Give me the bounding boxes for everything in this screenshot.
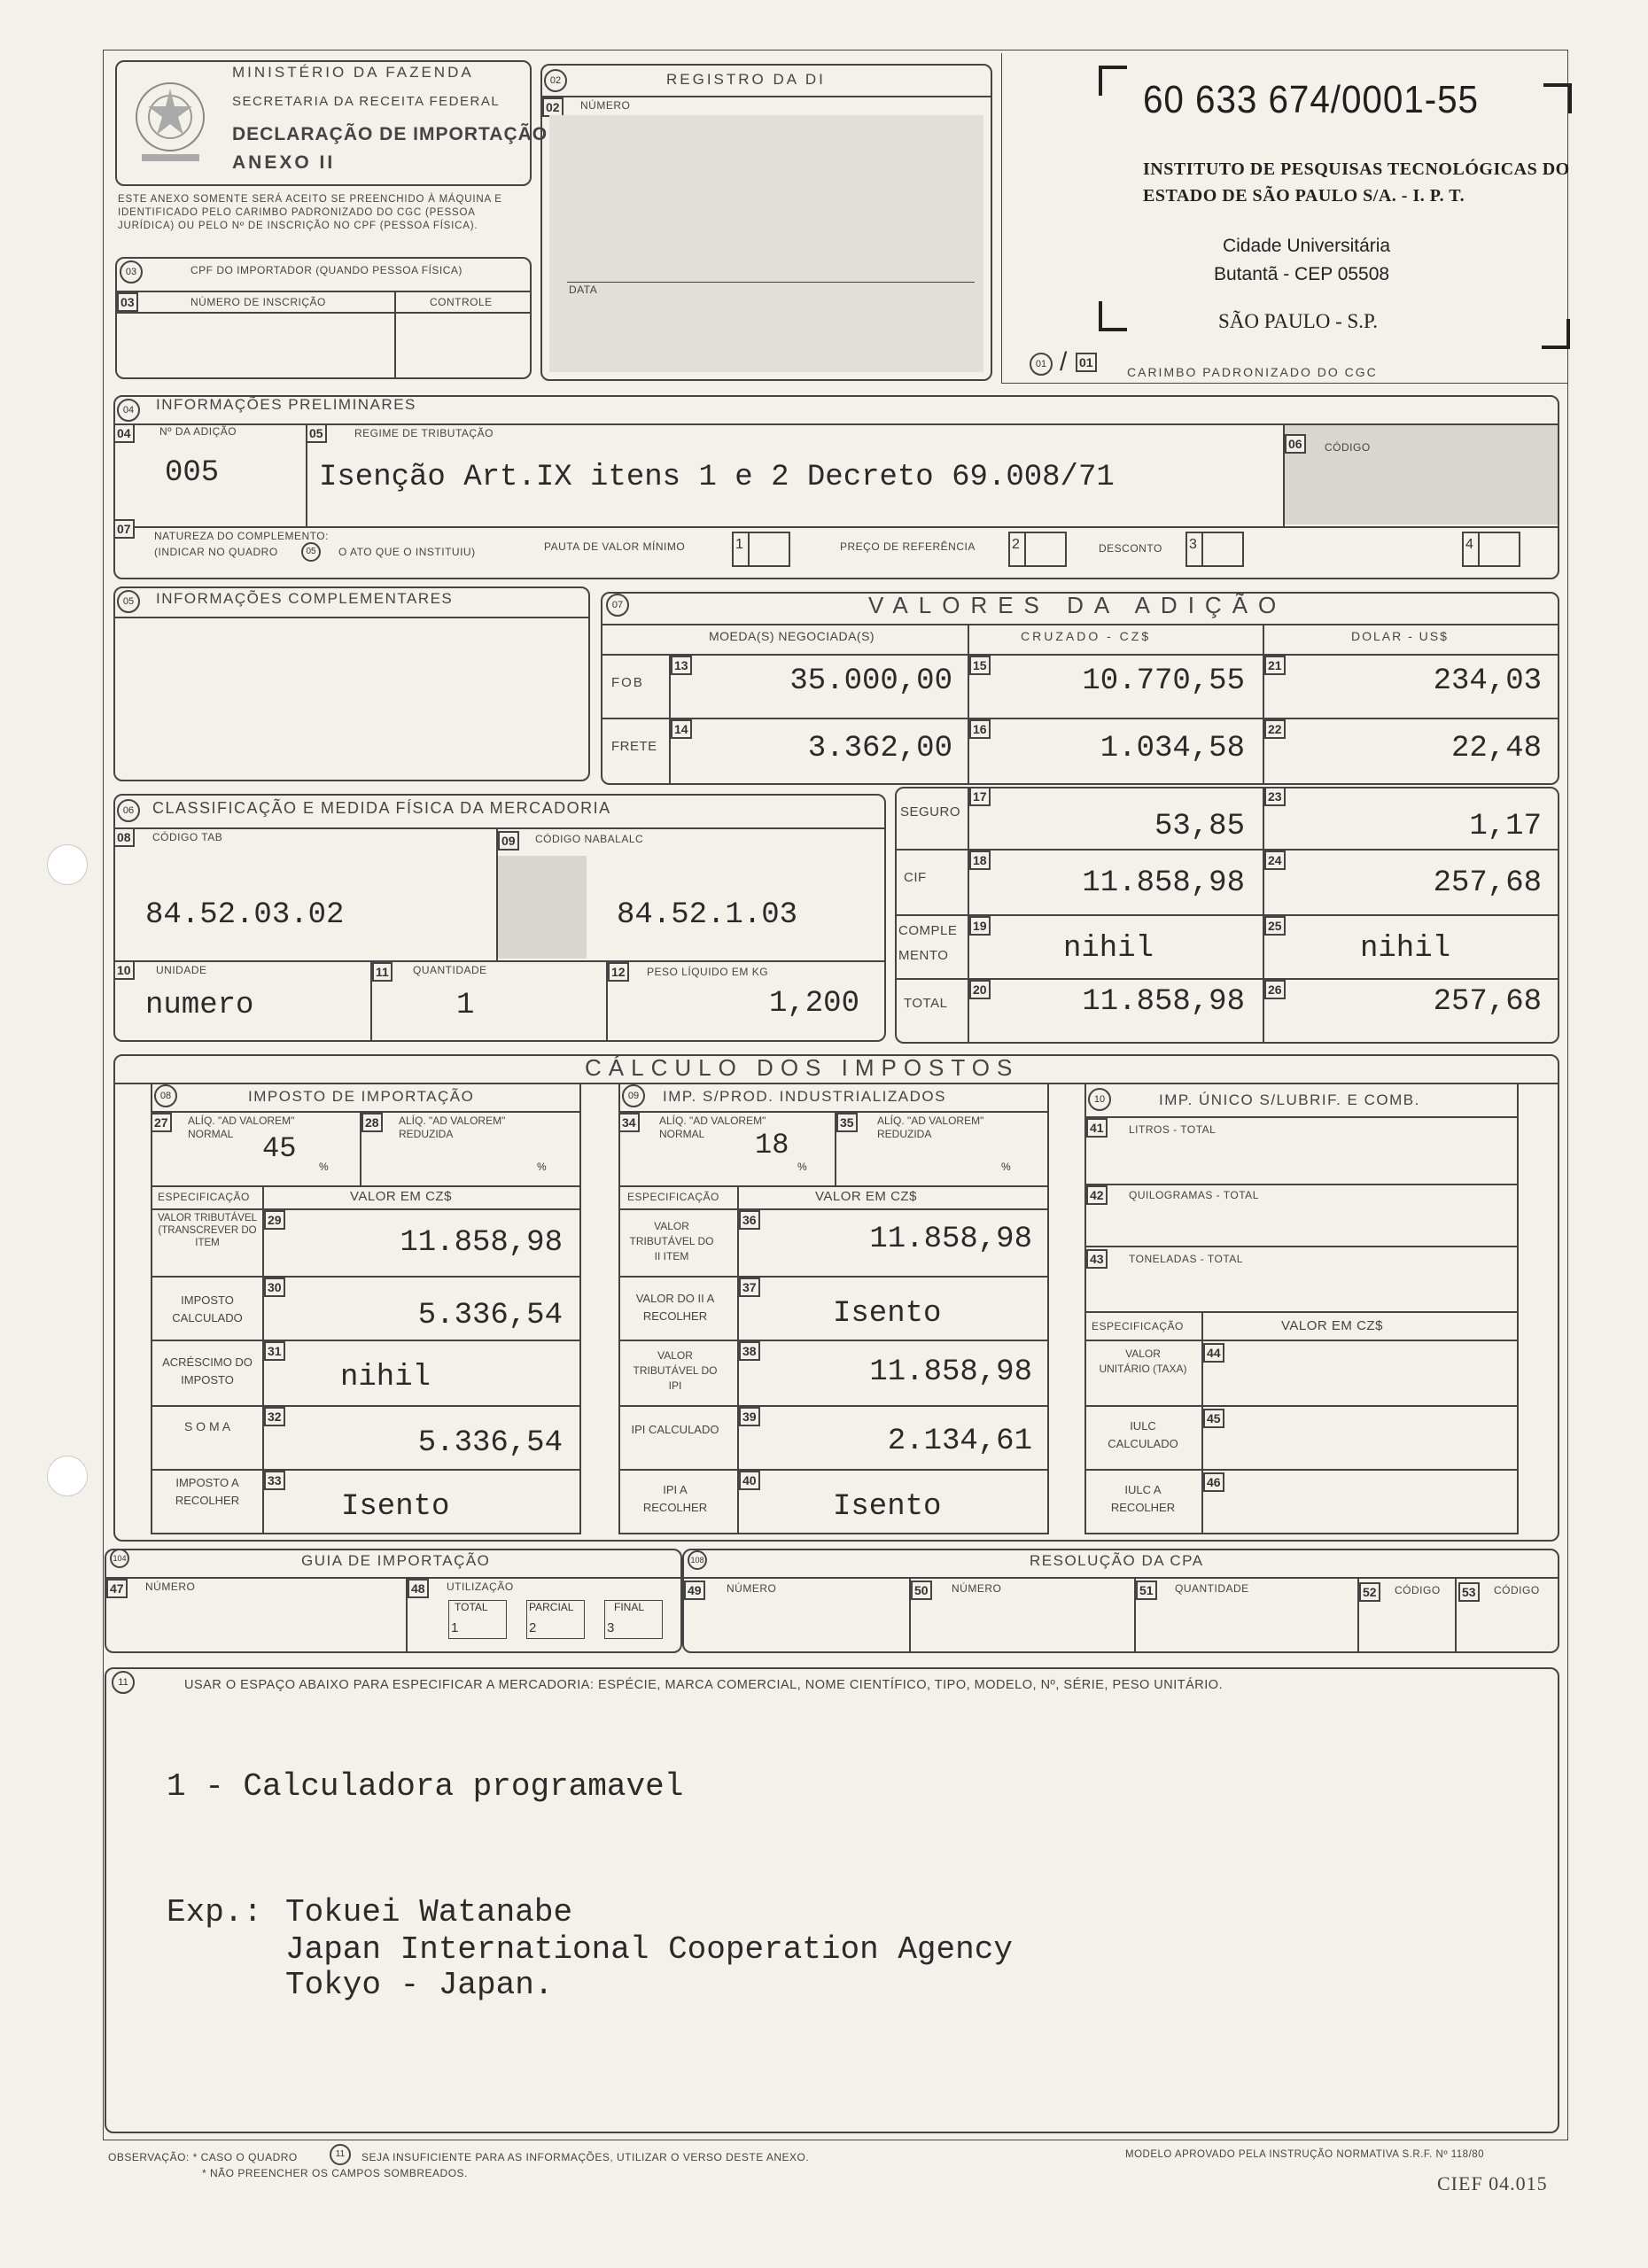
registro-numero-label: NÚMERO <box>580 99 631 112</box>
ipi-div-2 <box>618 1185 1049 1187</box>
ipi-percent-2: % <box>1001 1161 1011 1173</box>
field-53-num: 53 <box>1458 1582 1480 1602</box>
field-14-num: 14 <box>671 719 692 739</box>
field-28-num: 28 <box>361 1113 383 1132</box>
complementares-divider <box>113 617 590 618</box>
field-04-num: 04 <box>113 423 135 443</box>
col-dolar-label: DOLAR - US$ <box>1351 629 1449 643</box>
resolucao-col-4 <box>1455 1577 1457 1653</box>
quantidade-value: 1 <box>456 989 475 1022</box>
field-16-num: 16 <box>969 719 991 739</box>
field-51-num: 51 <box>1136 1581 1157 1600</box>
guia-parcial-box[interactable]: PARCIAL 2 <box>526 1600 585 1639</box>
field-01-circle: 01 <box>1030 353 1053 376</box>
field-40-num: 40 <box>739 1471 760 1490</box>
valores-col-b <box>968 624 969 785</box>
stamp-company-line1: INSTITUTO DE PESQUISAS TECNOLÓGICAS DO <box>1143 159 1570 179</box>
ii-div-5 <box>151 1340 581 1341</box>
field-03-num: 03 <box>117 292 138 312</box>
codigo-label: CÓDIGO <box>1325 441 1371 454</box>
iulc-div-4 <box>1084 1311 1519 1313</box>
natureza-hint: (INDICAR NO QUADRO <box>154 546 278 558</box>
ministry-line2: SECRETARIA DA RECEITA FEDERAL <box>232 94 501 109</box>
ii-div-3 <box>151 1208 581 1210</box>
peso-label: PESO LÍQUIDO EM KG <box>647 966 769 978</box>
registro-data-line <box>567 282 975 283</box>
ii-div-4 <box>151 1276 581 1278</box>
stamp-corner-tr <box>1543 83 1572 113</box>
valores-lower-div-3 <box>895 978 1559 980</box>
tab-value: 84.52.03.02 <box>145 898 345 932</box>
complementares-title: INFORMAÇÕES COMPLEMENTARES <box>156 590 454 607</box>
mercadoria-exp-line2: Japan International Cooperation Agency <box>285 1931 1013 1968</box>
form-code: CIEF 04.015 <box>1437 2172 1548 2194</box>
ipi-title: IMP. S/PROD. INDUSTRIALIZADOS <box>663 1088 946 1105</box>
guia-numero-label: NÚMERO <box>145 1581 196 1593</box>
registro-shaded-area <box>549 115 983 372</box>
field-24-num: 24 <box>1264 850 1286 870</box>
prelim-divider-2 <box>113 526 1559 528</box>
field-02-circle: 02 <box>544 69 567 92</box>
cpf-divider <box>115 291 532 292</box>
mercadoria-instruction: USAR O ESPAÇO ABAIXO PARA ESPECIFICAR A MERCADORIA: ESPÉCIE, MARCA COMERCIAL, NOME CIENTÍFICO, TIPO, MODELO, Nº, SÉRIE, PESO UNITÁRIO. <box>184 1678 1224 1692</box>
obs-line1b: SEJA INSUFICIENTE PARA AS INFORMAÇÕES, UTILIZAR O VERSO DESTE ANEXO. <box>361 2151 810 2163</box>
fob-label: FOB <box>611 675 644 690</box>
ii-r4-label: S O M A <box>183 1419 231 1433</box>
field-45-num: 45 <box>1203 1409 1224 1428</box>
field-34-num: 34 <box>618 1113 640 1132</box>
field-52-num: 52 <box>1359 1582 1380 1602</box>
nabalalc-value: 84.52.1.03 <box>617 898 798 932</box>
nabalalc-label: CÓDIGO NABALALC <box>535 833 644 845</box>
classificacao-title: CLASSIFICAÇÃO E MEDIDA FÍSICA DA MERCADORIA <box>152 799 611 817</box>
mercadoria-exp-line3: Tokyo - Japan. <box>285 1967 554 2003</box>
iulc-div-5 <box>1084 1340 1519 1341</box>
field-11-ref-circle: 11 <box>330 2144 351 2165</box>
field-06-num: 06 <box>1285 434 1306 454</box>
iulc-column <box>1084 1083 1519 1534</box>
cpf-inscricao-label: NÚMERO DE INSCRIÇÃO <box>190 296 326 308</box>
col-cruzado-label: CRUZADO - CZ$ <box>1021 629 1152 643</box>
ipi-r1-label: VALOR TRIBUTÁVEL DO II ITEM <box>629 1220 714 1262</box>
field-22-num: 22 <box>1264 719 1286 739</box>
total-label: TOTAL <box>904 996 948 1011</box>
guia-title: GUIA DE IMPORTAÇÃO <box>301 1552 491 1569</box>
punch-hole-top <box>47 844 88 885</box>
frete-cruzado-value: 1.034,58 <box>1100 732 1245 765</box>
ii-esp-label: ESPECIFICAÇÃO <box>158 1191 250 1203</box>
slash-glyph: / <box>1060 347 1068 377</box>
ii-percent-1: % <box>319 1161 329 1173</box>
field-20-num: 20 <box>969 980 991 999</box>
classificacao-divider-2 <box>113 960 886 962</box>
field-04-circle: 04 <box>117 399 140 422</box>
iulc-div-3 <box>1084 1246 1519 1247</box>
stamp-corner-tl <box>1099 66 1127 96</box>
ipi-r1-value: 11.858,98 <box>869 1223 1032 1256</box>
mercadoria-item: 1 - Calculadora programavel <box>167 1768 684 1805</box>
obs-line2: * NÃO PREENCHER OS CAMPOS SOMBREADOS. <box>202 2167 468 2179</box>
field-11-num: 11 <box>372 962 393 982</box>
field-06-circle: 06 <box>117 799 140 822</box>
codigo-shaded <box>1285 425 1558 524</box>
field-15-num: 15 <box>969 656 991 675</box>
field-19-num: 19 <box>969 916 991 936</box>
guia-total-box[interactable]: TOTAL 1 <box>448 1600 507 1639</box>
field-08-circle: 08 <box>154 1084 177 1107</box>
ii-r1-label: VALOR TRIBUTÁVEL (TRANSCREVER DO ITEM <box>157 1213 258 1248</box>
seguro-cruzado-value: 53,85 <box>1154 810 1245 843</box>
seguro-dolar-value: 1,17 <box>1469 810 1542 843</box>
ii-r2-value: 5.336,54 <box>417 1299 563 1332</box>
preliminares-title: INFORMAÇÕES PRELIMINARES <box>156 396 416 413</box>
valores-divider-1 <box>601 624 1559 625</box>
field-05-circle: 05 <box>117 590 140 613</box>
field-01-num: 01 <box>1076 353 1097 372</box>
comple-dolar-value: nihil <box>1360 932 1451 966</box>
ii-r4-value: 5.336,54 <box>417 1426 563 1460</box>
iulc-esp-label: ESPECIFICAÇÃO <box>1092 1320 1184 1332</box>
resolucao-title: RESOLUÇÃO DA CPA <box>1030 1552 1204 1569</box>
ipi-div-3 <box>618 1208 1049 1210</box>
ipi-esp-label: ESPECIFICAÇÃO <box>627 1191 719 1203</box>
field-41-num: 41 <box>1086 1118 1108 1138</box>
natureza-hint2: O ATO QUE O INSTITUIU) <box>338 546 476 558</box>
field-25-num: 25 <box>1264 916 1286 936</box>
preco-label: PREÇO DE REFERÊNCIA <box>840 540 976 553</box>
cpf-col-divider <box>394 291 396 379</box>
field-17-num: 17 <box>969 787 991 806</box>
cif-label: CIF <box>904 870 927 885</box>
ministry-line1: MINISTÉRIO DA FAZENDA <box>232 64 474 81</box>
valores-lower-div-2 <box>895 914 1559 916</box>
frete-dolar-value: 22,48 <box>1450 732 1542 765</box>
natureza-label: NATUREZA DO COMPLEMENTO: <box>154 530 329 542</box>
doc-title: DECLARAÇÃO DE IMPORTAÇÃO <box>232 124 548 144</box>
ii-aliq-normal-value: 45 <box>262 1132 297 1165</box>
comple-label-1: COMPLE <box>898 923 958 938</box>
field-42-num: 42 <box>1086 1185 1108 1205</box>
registro-divider <box>540 96 992 97</box>
ipi-r3-value: 11.858,98 <box>869 1355 1032 1389</box>
peso-value: 1,200 <box>768 987 859 1021</box>
stamp-address-line2: Butantã - CEP 05508 <box>1214 264 1390 284</box>
iulc-r1-label: VALOR UNITÁRIO (TAXA) <box>1099 1348 1187 1375</box>
stamp-bottom-border <box>1001 383 1568 384</box>
adicao-value: 005 <box>165 456 220 490</box>
frete-moeda-value: 3.362,00 <box>807 732 952 765</box>
ipi-percent-1: % <box>797 1161 807 1173</box>
pauta-label: PAUTA DE VALOR MÍNIMO <box>544 540 686 553</box>
total-cruzado-value: 11.858,98 <box>1082 985 1245 1019</box>
fob-moeda-value: 35.000,00 <box>789 664 952 698</box>
ipi-div-1 <box>618 1111 1049 1113</box>
stamp-corner-bl <box>1099 301 1127 331</box>
field-47-num: 47 <box>106 1579 128 1598</box>
ii-aliq-normal-label: ALÍQ. "AD VALOREM" NORMAL <box>188 1115 295 1140</box>
iulc-div-1 <box>1084 1116 1519 1118</box>
field-31-num: 31 <box>264 1341 285 1361</box>
guia-final-box[interactable]: FINAL 3 <box>604 1600 663 1639</box>
ipi-valor-label: VALOR EM CZ$ <box>815 1189 917 1204</box>
stamp-corner-br <box>1542 319 1570 349</box>
ii-valor-label: VALOR EM CZ$ <box>350 1189 452 1204</box>
fob-cruzado-value: 10.770,55 <box>1082 664 1245 698</box>
ipi-r5-value: Isento <box>833 1490 942 1524</box>
punch-hole-bottom <box>47 1456 88 1496</box>
resolucao-numero2-label: NÚMERO <box>952 1582 1002 1595</box>
field-08-num: 08 <box>113 827 135 847</box>
field-11-circle: 11 <box>112 1671 135 1694</box>
coat-of-arms-icon <box>128 73 213 170</box>
field-35-num: 35 <box>836 1113 858 1132</box>
field-10-circle: 10 <box>1088 1088 1111 1111</box>
valores-lower-div-1 <box>895 849 1559 850</box>
field-23-num: 23 <box>1264 787 1286 806</box>
ipi-r2-value: Isento <box>833 1297 942 1331</box>
field-29-num: 29 <box>264 1210 285 1230</box>
stamp-cgc-number: 60 633 674/0001-55 <box>1143 78 1479 121</box>
mercadoria-exp-line1: Tokuei Watanabe <box>285 1894 573 1930</box>
field-07-circle: 07 <box>606 594 629 617</box>
guia-parcial-label: PARCIAL <box>529 1601 574 1613</box>
field-09-circle: 09 <box>622 1084 645 1107</box>
field-46-num: 46 <box>1203 1472 1224 1492</box>
adicao-label: Nº DA ADIÇÃO <box>159 425 237 438</box>
stamp-address-line1: Cidade Universitária <box>1223 236 1391 256</box>
ii-r2-label: IMPOSTO CALCULADO <box>172 1293 243 1324</box>
ii-div-7 <box>151 1469 581 1471</box>
annex-title: ANEXO II <box>232 152 336 173</box>
ii-div-6 <box>151 1405 581 1407</box>
ii-percent-2: % <box>537 1161 547 1173</box>
field-21-num: 21 <box>1264 656 1286 675</box>
valores-title: VALORES DA ADIÇÃO <box>868 592 1287 618</box>
iulc-div-2 <box>1084 1184 1519 1185</box>
field-32-num: 32 <box>264 1407 285 1426</box>
field-09-num: 09 <box>498 831 519 850</box>
valores-row-div-1 <box>601 718 1559 719</box>
classificacao-divider-1 <box>113 827 886 829</box>
extra-checkbox-4[interactable]: 4 <box>1462 532 1520 567</box>
resolucao-codigo2-label: CÓDIGO <box>1494 1584 1540 1596</box>
ii-div-2 <box>151 1185 581 1187</box>
field-resolucao-circle: 108 <box>688 1550 707 1570</box>
field-18-num: 18 <box>969 850 991 870</box>
ipi-aliq-normal-label: ALÍQ. "AD VALOREM" NORMAL <box>659 1115 766 1140</box>
field-43-num: 43 <box>1086 1249 1108 1269</box>
field-27-num: 27 <box>151 1113 172 1132</box>
ipi-div-6 <box>618 1405 1049 1407</box>
cif-dolar-value: 257,68 <box>1433 866 1542 900</box>
ipi-r5-label: IPI A RECOLHER <box>642 1483 708 1514</box>
stamp-left-border <box>1001 53 1002 383</box>
seguro-label: SEGURO <box>900 804 961 819</box>
ipi-aliq-reduzida-label: ALÍQ. "AD VALOREM" REDUZIDA <box>877 1115 984 1140</box>
ii-aliq-reduzida-label: ALÍQ. "AD VALOREM" REDUZIDA <box>399 1115 506 1140</box>
ipi-div-4 <box>618 1276 1049 1278</box>
field-05-ref-circle: 05 <box>301 542 321 562</box>
field-05-num: 05 <box>306 423 327 443</box>
iulc-div-6 <box>1084 1405 1519 1407</box>
unidade-value: numero <box>145 989 254 1022</box>
stamp-company-line2: ESTADO DE SÃO PAULO S/A. - I. P. T. <box>1143 186 1465 206</box>
pauta-checkbox[interactable]: 1 <box>732 532 790 567</box>
ii-r5-label: IMPOSTO A RECOLHER <box>175 1476 240 1507</box>
field-39-num: 39 <box>739 1407 760 1426</box>
field-37-num: 37 <box>739 1278 760 1297</box>
field-38-num: 38 <box>739 1341 760 1361</box>
field-guia-circle: 104 <box>110 1549 129 1568</box>
field-30-num: 30 <box>264 1278 285 1297</box>
ipi-div-5 <box>618 1340 1049 1341</box>
iulc-div-7 <box>1084 1469 1519 1471</box>
cpf-title: CPF DO IMPORTADOR (QUANDO PESSOA FÍSICA) <box>190 264 463 276</box>
iulc-r3-label: IULC A RECOLHER <box>1110 1483 1176 1514</box>
desconto-checkbox[interactable]: 3 <box>1185 532 1244 567</box>
valores-col-c <box>1263 624 1264 785</box>
field-36-num: 36 <box>739 1210 760 1230</box>
field-26-num: 26 <box>1264 980 1286 999</box>
stamp-caption: CARIMBO PADRONIZADO DO CGC <box>1127 365 1378 379</box>
calculo-title: CÁLCULO DOS IMPOSTOS <box>585 1054 1020 1081</box>
field-44-num: 44 <box>1203 1343 1224 1363</box>
tab-label: CÓDIGO TAB <box>152 831 223 843</box>
ipi-aliq-normal-value: 18 <box>755 1129 789 1161</box>
iulc-litros-label: LITROS - TOTAL <box>1129 1123 1217 1136</box>
annex-notice: ESTE ANEXO SOMENTE SERÁ ACEITO SE PREENCHIDO À MÁQUINA E IDENTIFICADO PELO CARIMBO PADRONIZADO DO CGC (PESSOA JURÍDICA) OU PELO Nº DE INSCRIÇÃO NO CPF (PESSOA FÍSICA). <box>118 194 502 231</box>
comple-cruzado-value: nihil <box>1063 932 1154 966</box>
mercadoria-exp-label: Exp.: <box>167 1894 263 1930</box>
ii-title: IMPOSTO DE IMPORTAÇÃO <box>248 1088 475 1105</box>
valores-divider-2 <box>601 654 1559 656</box>
field-10-num: 10 <box>113 960 135 980</box>
unidade-label: UNIDADE <box>156 964 207 976</box>
resolucao-divider <box>682 1577 1559 1579</box>
guia-utilizacao-label: UTILIZAÇÃO <box>447 1581 514 1593</box>
regime-value: Isenção Art.IX itens 1 e 2 Decreto 69.008/71 <box>319 461 1115 494</box>
total-dolar-value: 257,68 <box>1433 985 1542 1019</box>
field-02-num: 02 <box>542 97 564 117</box>
modelo-text: MODELO APROVADO PELA INSTRUÇÃO NORMATIVA S.R.F. Nº 118/80 <box>1125 2149 1485 2160</box>
iulc-title: IMP. ÚNICO S/LUBRIF. E COMB. <box>1159 1091 1420 1108</box>
frete-label: FRETE <box>611 739 657 754</box>
iulc-quilogramas-label: QUILOGRAMAS - TOTAL <box>1129 1189 1259 1201</box>
guia-divider <box>105 1577 682 1579</box>
preco-checkbox[interactable]: 2 <box>1008 532 1067 567</box>
ipi-div-7 <box>618 1469 1049 1471</box>
resolucao-quantidade-label: QUANTIDADE <box>1175 1582 1249 1595</box>
col-moeda-label: MOEDA(S) NEGOCIADA(S) <box>709 629 875 643</box>
registro-data-label: DATA <box>569 284 598 296</box>
registro-title: REGISTRO DA DI <box>666 71 826 88</box>
ii-r5-value: Isento <box>341 1490 450 1524</box>
cif-cruzado-value: 11.858,98 <box>1082 866 1245 900</box>
field-48-num: 48 <box>408 1579 429 1598</box>
field-03-circle: 03 <box>120 260 143 284</box>
guia-total-label: TOTAL <box>455 1601 488 1613</box>
cpf-divider-2 <box>115 312 532 314</box>
desconto-label: DESCONTO <box>1099 542 1162 555</box>
resolucao-codigo1-label: CÓDIGO <box>1395 1584 1441 1596</box>
iulc-valor-label: VALOR EM CZ$ <box>1281 1318 1383 1333</box>
field-13-num: 13 <box>671 656 692 675</box>
iulc-toneladas-label: TONELADAS - TOTAL <box>1129 1253 1243 1265</box>
iulc-r2-label: IULC CALCULADO <box>1108 1419 1178 1450</box>
quantidade-label: QUANTIDADE <box>413 964 487 976</box>
ii-r3-label: ACRÉSCIMO DO IMPOSTO <box>162 1355 253 1386</box>
field-49-num: 49 <box>684 1581 705 1600</box>
field-33-num: 33 <box>264 1471 285 1490</box>
guia-final-label: FINAL <box>614 1601 645 1613</box>
ii-r3-value: nihil <box>340 1361 431 1394</box>
resolucao-numero1-label: NÚMERO <box>727 1582 777 1595</box>
obs-line1: OBSERVAÇÃO: * CASO O QUADRO <box>108 2151 298 2163</box>
field-07-num: 07 <box>113 519 135 539</box>
ii-r1-value: 11.858,98 <box>400 1226 563 1260</box>
ipi-r4-label: IPI CALCULADO <box>631 1423 719 1436</box>
field-12-num: 12 <box>608 962 629 982</box>
nabalalc-shaded <box>498 856 587 959</box>
ipi-r4-value: 2.134,61 <box>887 1425 1032 1458</box>
cpf-controle-label: CONTROLE <box>430 296 493 308</box>
complementares-box <box>113 586 590 781</box>
ipi-r2-label: VALOR DO II A RECOLHER <box>635 1292 715 1323</box>
field-50-num: 50 <box>911 1581 932 1600</box>
ipi-r3-label: VALOR TRIBUTÁVEL DO IPI <box>633 1349 718 1392</box>
stamp-city: SÃO PAULO - S.P. <box>1218 310 1379 332</box>
regime-label: REGIME DE TRIBUTAÇÃO <box>354 427 494 439</box>
fob-dolar-value: 234,03 <box>1433 664 1542 698</box>
comple-label-2: MENTO <box>898 948 949 963</box>
